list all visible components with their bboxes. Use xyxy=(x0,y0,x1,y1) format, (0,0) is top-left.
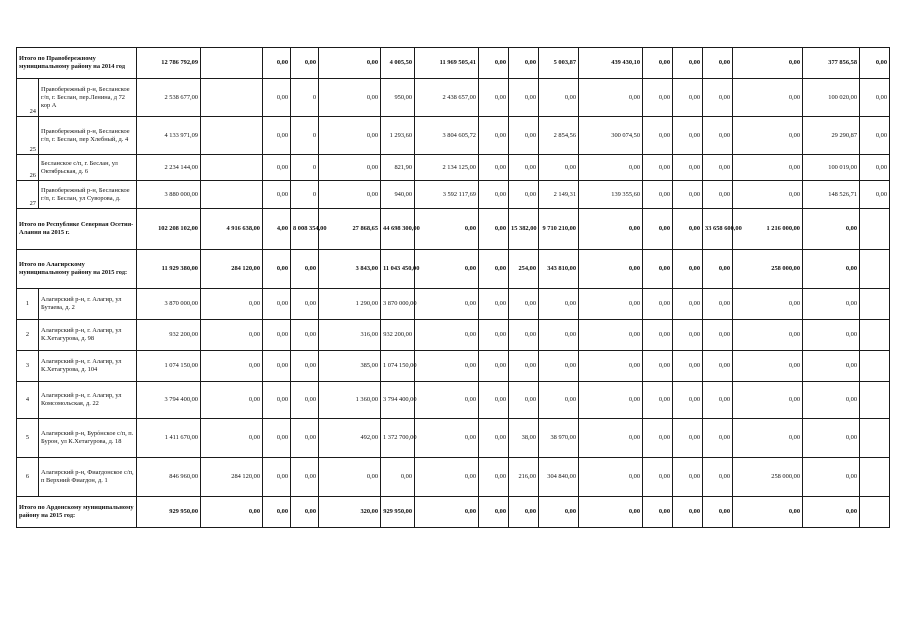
value-cell: 0,00 xyxy=(579,419,643,458)
table-row xyxy=(17,79,890,117)
value-cell: 0,00 xyxy=(703,289,733,320)
table-row xyxy=(17,351,890,382)
value-cell: 0,00 xyxy=(579,250,643,289)
value-cell: 0,00 xyxy=(703,419,733,458)
value-cell: 0,00 xyxy=(703,497,733,528)
address-cell: Бесланское с/п, г. Беслан, ул Октябрьская, д. 6 xyxy=(39,155,137,181)
value-cell: 0,00 xyxy=(319,79,381,117)
value-cell: 0,00 xyxy=(291,289,319,320)
value-cell: 0,00 xyxy=(539,155,579,181)
value-cell: 3 870 000,00 xyxy=(381,289,415,320)
value-cell: 9 710 210,00 xyxy=(539,209,579,250)
value-cell: 148 526,71 xyxy=(803,181,860,209)
value-cell: 1 074 150,00 xyxy=(137,351,201,382)
address-cell: Алагирский р-н, Фиагдонское с/п, п Верхний Фиагдон, д. 1 xyxy=(39,458,137,497)
value-cell: 0,00 xyxy=(539,351,579,382)
value-cell: 0,00 xyxy=(703,155,733,181)
value-cell: 0,00 xyxy=(803,351,860,382)
value-cell: 0,00 xyxy=(733,382,803,419)
subtotal-label: Итого по Алагирскому муниципальному району на 2015 год: xyxy=(17,250,137,289)
value-cell: 320,00 xyxy=(319,497,381,528)
row-number: 25 xyxy=(17,117,39,155)
value-cell: 0,00 xyxy=(643,289,673,320)
value-cell: 300 074,50 xyxy=(579,117,643,155)
value-cell: 0,00 xyxy=(291,419,319,458)
value-cell: 0,00 xyxy=(643,79,673,117)
value-cell: 1 411 670,00 xyxy=(137,419,201,458)
value-cell: 0,00 xyxy=(479,419,509,458)
value-cell: 0,00 xyxy=(803,458,860,497)
value-cell: 0 xyxy=(291,181,319,209)
value-cell: 3 843,00 xyxy=(319,250,381,289)
row-number: 4 xyxy=(17,382,39,419)
value-cell: 0,00 xyxy=(733,79,803,117)
value-cell: 0,00 xyxy=(319,458,381,497)
value-cell: 0,00 xyxy=(263,250,291,289)
value-cell: 0,00 xyxy=(673,382,703,419)
value-cell xyxy=(201,79,263,117)
table-row xyxy=(17,419,890,458)
value-cell: 0,00 xyxy=(860,48,890,79)
value-cell: 0,00 xyxy=(579,382,643,419)
value-cell: 0,00 xyxy=(803,419,860,458)
value-cell: 2 134 125,00 xyxy=(415,155,479,181)
table-row xyxy=(17,155,890,181)
value-cell: 0,00 xyxy=(733,117,803,155)
value-cell: 0,00 xyxy=(733,419,803,458)
value-cell: 0,00 xyxy=(201,382,263,419)
value-cell: 4,00 xyxy=(263,209,291,250)
value-cell: 0,00 xyxy=(291,48,319,79)
value-cell: 0,00 xyxy=(803,250,860,289)
value-cell: 12 786 792,09 xyxy=(137,48,201,79)
address-cell: Алагирский р-н, г. Алагир, ул К.Хетагурова, д. 98 xyxy=(39,320,137,351)
value-cell: 950,00 xyxy=(381,79,415,117)
value-cell: 284 120,00 xyxy=(201,458,263,497)
address-cell: Правобережный р-н, Бесланское г/п, г. Беслан, пер Хлебный, д. 4 xyxy=(39,117,137,155)
value-cell: 0,00 xyxy=(319,48,381,79)
value-cell: 258 000,00 xyxy=(733,458,803,497)
value-cell: 0,00 xyxy=(643,351,673,382)
value-cell xyxy=(860,497,890,528)
value-cell: 0,00 xyxy=(803,209,860,250)
value-cell: 0,00 xyxy=(479,209,509,250)
table-row xyxy=(17,117,890,155)
value-cell: 0,00 xyxy=(201,320,263,351)
value-cell: 2 234 144,00 xyxy=(137,155,201,181)
value-cell: 929 950,00 xyxy=(381,497,415,528)
value-cell: 4 133 971,09 xyxy=(137,117,201,155)
value-cell: 4 916 638,00 xyxy=(201,209,263,250)
value-cell: 0,00 xyxy=(479,155,509,181)
value-cell: 0,00 xyxy=(579,79,643,117)
value-cell: 0,00 xyxy=(703,117,733,155)
value-cell: 0,00 xyxy=(860,155,890,181)
value-cell: 0,00 xyxy=(703,320,733,351)
value-cell: 1 216 000,00 xyxy=(733,209,803,250)
value-cell: 0,00 xyxy=(509,155,539,181)
value-cell: 0,00 xyxy=(860,79,890,117)
value-cell: 0,00 xyxy=(673,155,703,181)
subtotal-row xyxy=(17,250,890,289)
value-cell: 0,00 xyxy=(319,181,381,209)
value-cell: 8 008 354,00 xyxy=(291,209,319,250)
value-cell: 0,00 xyxy=(643,250,673,289)
value-cell xyxy=(860,382,890,419)
value-cell: 1 360,00 xyxy=(319,382,381,419)
value-cell: 0,00 xyxy=(643,155,673,181)
value-cell: 38 970,00 xyxy=(539,419,579,458)
value-cell xyxy=(860,351,890,382)
value-cell: 940,00 xyxy=(381,181,415,209)
value-cell: 0,00 xyxy=(579,209,643,250)
value-cell: 0,00 xyxy=(643,181,673,209)
value-cell: 0,00 xyxy=(263,458,291,497)
value-cell: 1 293,60 xyxy=(381,117,415,155)
value-cell: 0,00 xyxy=(643,419,673,458)
value-cell: 0,00 xyxy=(579,458,643,497)
value-cell: 0 xyxy=(291,117,319,155)
value-cell: 0,00 xyxy=(479,79,509,117)
value-cell: 0,00 xyxy=(291,320,319,351)
row-number: 6 xyxy=(17,458,39,497)
value-cell: 2 538 677,00 xyxy=(137,79,201,117)
value-cell: 0,00 xyxy=(201,497,263,528)
row-number: 24 xyxy=(17,79,39,117)
subtotal-label: Итого по Ардонскому муниципальному району на 2015 год: xyxy=(17,497,137,528)
value-cell: 821,90 xyxy=(381,155,415,181)
table-row xyxy=(17,382,890,419)
value-cell: 343 810,00 xyxy=(539,250,579,289)
value-cell: 932 200,00 xyxy=(137,320,201,351)
value-cell: 11 969 505,41 xyxy=(415,48,479,79)
row-number: 5 xyxy=(17,419,39,458)
value-cell: 0,00 xyxy=(319,155,381,181)
address-cell: Алагирский р-н, г. Алагир, ул К.Хетагурова, д. 104 xyxy=(39,351,137,382)
value-cell: 0,00 xyxy=(673,497,703,528)
value-cell: 100 020,00 xyxy=(803,79,860,117)
table-row xyxy=(17,320,890,351)
value-cell xyxy=(201,181,263,209)
value-cell: 0,00 xyxy=(291,458,319,497)
value-cell: 0,00 xyxy=(201,419,263,458)
subtotal-row xyxy=(17,209,890,250)
value-cell: 0,00 xyxy=(509,497,539,528)
value-cell: 3 794 400,00 xyxy=(381,382,415,419)
value-cell: 0,00 xyxy=(703,181,733,209)
value-cell xyxy=(860,289,890,320)
value-cell: 0,00 xyxy=(509,382,539,419)
value-cell: 0,00 xyxy=(415,497,479,528)
value-cell: 0,00 xyxy=(539,382,579,419)
table-body xyxy=(17,48,890,528)
value-cell: 0,00 xyxy=(703,458,733,497)
value-cell: 0,00 xyxy=(415,419,479,458)
value-cell: 0,00 xyxy=(539,497,579,528)
value-cell: 0,00 xyxy=(509,117,539,155)
address-cell: Алагирский р-н, г. Алагир, ул Комсомольская, д. 22 xyxy=(39,382,137,419)
value-cell: 44 698 300,00 xyxy=(381,209,415,250)
value-cell: 0,00 xyxy=(201,289,263,320)
value-cell: 304 840,00 xyxy=(539,458,579,497)
value-cell: 27 868,65 xyxy=(319,209,381,250)
value-cell: 0,00 xyxy=(673,181,703,209)
value-cell: 0,00 xyxy=(509,320,539,351)
value-cell: 0,00 xyxy=(703,79,733,117)
value-cell: 0,00 xyxy=(539,320,579,351)
subtotal-label: Итого по Правобережному муниципальному району на 2014 год xyxy=(17,48,137,79)
value-cell: 0,00 xyxy=(803,289,860,320)
value-cell: 0,00 xyxy=(263,382,291,419)
value-cell: 102 208 102,00 xyxy=(137,209,201,250)
value-cell: 1 290,00 xyxy=(319,289,381,320)
value-cell: 3 794 400,00 xyxy=(137,382,201,419)
value-cell: 0,00 xyxy=(479,382,509,419)
value-cell: 0,00 xyxy=(673,419,703,458)
value-cell: 0,00 xyxy=(415,351,479,382)
value-cell xyxy=(860,320,890,351)
value-cell: 0,00 xyxy=(673,289,703,320)
address-cell: Алагирский р-н, Бурόнское с/п, п. Бурон, ул К.Хетагурова, д. 18 xyxy=(39,419,137,458)
value-cell: 139 355,60 xyxy=(579,181,643,209)
value-cell: 0,00 xyxy=(509,351,539,382)
value-cell: 0,00 xyxy=(479,289,509,320)
value-cell: 0,00 xyxy=(509,181,539,209)
value-cell: 0,00 xyxy=(579,155,643,181)
value-cell: 932 200,00 xyxy=(381,320,415,351)
value-cell xyxy=(860,250,890,289)
value-cell: 846 960,00 xyxy=(137,458,201,497)
row-number: 1 xyxy=(17,289,39,320)
value-cell: 3 592 117,69 xyxy=(415,181,479,209)
table-row xyxy=(17,181,890,209)
value-cell: 5 003,87 xyxy=(539,48,579,79)
value-cell: 0,00 xyxy=(291,497,319,528)
value-cell: 0,00 xyxy=(263,419,291,458)
value-cell: 0,00 xyxy=(673,79,703,117)
value-cell: 316,00 xyxy=(319,320,381,351)
value-cell: 0,00 xyxy=(803,320,860,351)
value-cell: 2 438 657,00 xyxy=(415,79,479,117)
value-cell: 385,00 xyxy=(319,351,381,382)
value-cell: 0,00 xyxy=(291,351,319,382)
value-cell: 0,00 xyxy=(860,181,890,209)
value-cell: 0,00 xyxy=(703,351,733,382)
value-cell: 0,00 xyxy=(319,117,381,155)
value-cell: 38,00 xyxy=(509,419,539,458)
value-cell: 0,00 xyxy=(509,48,539,79)
value-cell: 377 856,58 xyxy=(803,48,860,79)
value-cell: 216,00 xyxy=(509,458,539,497)
value-cell xyxy=(201,117,263,155)
value-cell: 3 804 605,72 xyxy=(415,117,479,155)
value-cell: 0,00 xyxy=(643,382,673,419)
row-number: 27 xyxy=(17,181,39,209)
value-cell: 0,00 xyxy=(733,181,803,209)
value-cell: 0,00 xyxy=(803,382,860,419)
value-cell: 0,00 xyxy=(381,458,415,497)
value-cell: 0,00 xyxy=(263,289,291,320)
value-cell: 0,00 xyxy=(703,382,733,419)
value-cell: 0,00 xyxy=(579,497,643,528)
value-cell: 0,00 xyxy=(479,48,509,79)
value-cell: 100 019,00 xyxy=(803,155,860,181)
value-cell: 0,00 xyxy=(673,458,703,497)
value-cell: 0,00 xyxy=(673,351,703,382)
value-cell: 0 xyxy=(291,155,319,181)
value-cell: 0,00 xyxy=(733,497,803,528)
value-cell: 0,00 xyxy=(673,320,703,351)
value-cell: 0,00 xyxy=(201,351,263,382)
value-cell: 0,00 xyxy=(479,458,509,497)
value-cell: 0,00 xyxy=(509,289,539,320)
value-cell: 0,00 xyxy=(479,250,509,289)
value-cell: 29 290,87 xyxy=(803,117,860,155)
value-cell xyxy=(201,48,263,79)
value-cell: 492,00 xyxy=(319,419,381,458)
value-cell: 0,00 xyxy=(415,382,479,419)
value-cell: 0,00 xyxy=(479,117,509,155)
value-cell: 0,00 xyxy=(539,289,579,320)
value-cell: 2 854,56 xyxy=(539,117,579,155)
value-cell: 33 658 600,00 xyxy=(703,209,733,250)
value-cell: 0,00 xyxy=(643,48,673,79)
subtotal-row xyxy=(17,48,890,79)
value-cell: 0,00 xyxy=(415,250,479,289)
value-cell xyxy=(860,419,890,458)
value-cell: 0,00 xyxy=(479,497,509,528)
subtotal-label: Итого по Республике Северная Осетия-Алания на 2015 г. xyxy=(17,209,137,250)
value-cell: 0,00 xyxy=(263,497,291,528)
value-cell: 2 149,31 xyxy=(539,181,579,209)
value-cell: 0,00 xyxy=(643,209,673,250)
value-cell: 0,00 xyxy=(860,117,890,155)
value-cell: 0,00 xyxy=(643,497,673,528)
value-cell: 0,00 xyxy=(673,250,703,289)
value-cell: 0,00 xyxy=(291,250,319,289)
value-cell: 0,00 xyxy=(509,79,539,117)
value-cell: 0,00 xyxy=(643,320,673,351)
value-cell xyxy=(860,209,890,250)
value-cell: 3 880 000,00 xyxy=(137,181,201,209)
value-cell: 0,00 xyxy=(415,320,479,351)
address-cell: Правобережный р-н, Бесланское г/п, г. Беслан, ул Суворова, д. xyxy=(39,181,137,209)
value-cell: 0,00 xyxy=(291,382,319,419)
value-cell: 0,00 xyxy=(733,351,803,382)
value-cell xyxy=(201,155,263,181)
value-cell: 11 929 380,00 xyxy=(137,250,201,289)
value-cell: 15 382,00 xyxy=(509,209,539,250)
value-cell: 0,00 xyxy=(415,458,479,497)
value-cell: 0,00 xyxy=(579,289,643,320)
value-cell: 439 430,10 xyxy=(579,48,643,79)
table-row xyxy=(17,289,890,320)
value-cell: 0,00 xyxy=(263,79,291,117)
value-cell: 0,00 xyxy=(263,117,291,155)
value-cell: 0,00 xyxy=(579,351,643,382)
row-number: 2 xyxy=(17,320,39,351)
value-cell: 0,00 xyxy=(673,209,703,250)
table-row xyxy=(17,458,890,497)
value-cell: 0,00 xyxy=(673,48,703,79)
value-cell: 0,00 xyxy=(579,320,643,351)
value-cell: 0,00 xyxy=(733,289,803,320)
value-cell: 0,00 xyxy=(643,117,673,155)
row-number: 3 xyxy=(17,351,39,382)
value-cell: 0,00 xyxy=(703,250,733,289)
value-cell: 11 043 450,00 xyxy=(381,250,415,289)
value-cell: 1 074 150,00 xyxy=(381,351,415,382)
value-cell: 0,00 xyxy=(263,351,291,382)
value-cell: 0,00 xyxy=(803,497,860,528)
value-cell: 929 950,00 xyxy=(137,497,201,528)
value-cell: 0,00 xyxy=(703,48,733,79)
value-cell: 4 005,50 xyxy=(381,48,415,79)
address-cell: Алагирский р-н, г. Алагир, ул Бутаева, д. 2 xyxy=(39,289,137,320)
value-cell: 0,00 xyxy=(479,181,509,209)
value-cell: 258 000,00 xyxy=(733,250,803,289)
value-cell: 0,00 xyxy=(415,289,479,320)
value-cell: 254,00 xyxy=(509,250,539,289)
value-cell: 0,00 xyxy=(479,320,509,351)
address-cell: Правобережный р-н, Бесланское г/п, г. Беслан, пер.Ленина, д 72 кор А xyxy=(39,79,137,117)
value-cell: 0,00 xyxy=(415,209,479,250)
value-cell: 0,00 xyxy=(733,320,803,351)
value-cell: 1 372 700,00 xyxy=(381,419,415,458)
report-table xyxy=(16,47,890,528)
value-cell: 0 xyxy=(291,79,319,117)
value-cell: 0,00 xyxy=(733,48,803,79)
value-cell: 0,00 xyxy=(263,155,291,181)
value-cell: 0,00 xyxy=(733,155,803,181)
value-cell: 0,00 xyxy=(643,458,673,497)
value-cell: 284 120,00 xyxy=(201,250,263,289)
value-cell: 0,00 xyxy=(263,181,291,209)
value-cell: 0,00 xyxy=(263,320,291,351)
value-cell: 0,00 xyxy=(479,351,509,382)
row-number: 26 xyxy=(17,155,39,181)
value-cell xyxy=(860,458,890,497)
value-cell: 3 870 000,00 xyxy=(137,289,201,320)
value-cell: 0,00 xyxy=(539,79,579,117)
subtotal-row xyxy=(17,497,890,528)
value-cell: 0,00 xyxy=(673,117,703,155)
value-cell: 0,00 xyxy=(263,48,291,79)
